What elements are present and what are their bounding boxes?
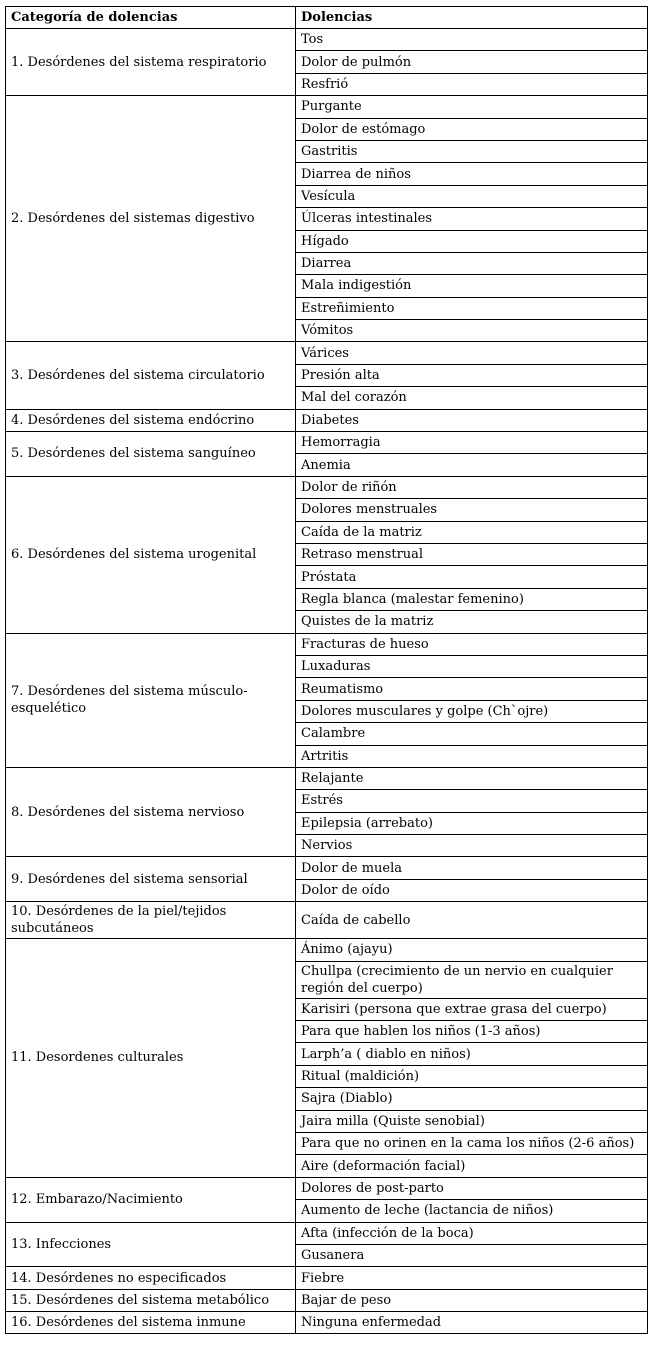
ailment-cell: Vesícula [296,185,648,207]
table-row [6,1267,648,1289]
ailment-cell: Diarrea de niños [296,163,648,185]
ailment-cell: Jaira milla (Quiste senobial) [296,1110,648,1132]
table-row [6,342,648,364]
ailment-cell: Nervios [296,835,648,857]
table-row [6,1177,648,1199]
ailment-cell: Fracturas de hueso [296,633,648,655]
ailment-cell: Caída de cabello [296,902,648,939]
category-cell: 13. Infecciones [6,1222,296,1267]
ailment-cell: Sajra (Diablo) [296,1088,648,1110]
ailment-cell: Dolores menstruales [296,499,648,521]
ailment-cell: Calambre [296,723,648,745]
ailment-cell: Mal del corazón [296,387,648,409]
ailment-cell: Karisiri (persona que extrae grasa del cuerpo) [296,998,648,1020]
table-row [6,1312,648,1334]
header-ailments: Dolencias [296,7,648,29]
ailment-cell: Aire (deformación facial) [296,1155,648,1177]
table-row [6,409,648,431]
ailment-cell: Dolor de estómago [296,118,648,140]
ailment-cell: Estreñimiento [296,297,648,319]
category-cell: 16. Desórdenes del sistema inmune [6,1312,296,1334]
ailment-cell: Hígado [296,230,648,252]
ailment-cell: Ritual (maldición) [296,1065,648,1087]
table-row [6,857,648,879]
table-row [6,432,648,454]
ailment-cell: Retraso menstrual [296,543,648,565]
table-row [6,939,648,961]
category-cell: 1. Desórdenes del sistema respiratorio [6,29,296,96]
header-category: Categoría de dolencias [6,7,296,29]
ailment-cell: Epilepsia (arrebato) [296,812,648,834]
table-body [6,29,648,1334]
category-cell: 14. Desórdenes no especificados [6,1267,296,1289]
ailment-cell: Regla blanca (malestar femenino) [296,588,648,610]
ailment-cell: Para que no orinen en la cama los niños (2-6 años) [296,1132,648,1154]
ailment-cell: Diarrea [296,252,648,274]
ailment-cell: Aumento de leche (lactancia de niños) [296,1200,648,1222]
ailments-table [5,6,648,1334]
ailment-cell: Caída de la matriz [296,521,648,543]
table-header [6,7,648,29]
ailment-cell: Afta (infección de la boca) [296,1222,648,1244]
ailment-cell: Bajar de peso [296,1289,648,1311]
ailment-cell: Estrés [296,790,648,812]
table-row [6,476,648,498]
ailment-cell: Dolores de post-parto [296,1177,648,1199]
category-cell: 9. Desórdenes del sistema sensorial [6,857,296,902]
table-row [6,633,648,655]
ailment-cell: Dolor de muela [296,857,648,879]
category-cell: 3. Desórdenes del sistema circulatorio [6,342,296,409]
ailment-cell: Reumatismo [296,678,648,700]
category-cell: 15. Desórdenes del sistema metabólico [6,1289,296,1311]
ailment-cell: Fiebre [296,1267,648,1289]
ailment-cell: Gastritis [296,140,648,162]
category-cell: 11. Desordenes culturales [6,939,296,1178]
ailment-cell: Dolores musculares y golpe (Ch`ojre) [296,700,648,722]
ailment-cell: Hemorragia [296,432,648,454]
category-cell: 8. Desórdenes del sistema nervioso [6,767,296,857]
ailment-cell: Gusanera [296,1244,648,1266]
ailment-cell: Resfrió [296,73,648,95]
ailment-cell: Dolor de oído [296,879,648,901]
ailment-cell: Quistes de la matriz [296,611,648,633]
ailment-cell: Artritis [296,745,648,767]
table-row [6,767,648,789]
ailment-cell: Relajante [296,767,648,789]
category-cell: 2. Desórdenes del sistemas digestivo [6,96,296,342]
table-row [6,1289,648,1311]
category-cell: 10. Desórdenes de la piel/tejidos subcutáneos [6,902,296,939]
ailment-cell: Tos [296,29,648,51]
category-cell: 12. Embarazo/Nacimiento [6,1177,296,1222]
header-row [6,7,648,29]
ailment-cell: Dolor de riñón [296,476,648,498]
ailment-cell: Várices [296,342,648,364]
ailment-cell: Anemia [296,454,648,476]
category-cell: 6. Desórdenes del sistema urogenital [6,476,296,633]
ailment-cell: Vómitos [296,320,648,342]
table-row [6,29,648,51]
ailment-cell: Próstata [296,566,648,588]
ailment-cell: Para que hablen los niños (1-3 años) [296,1021,648,1043]
ailment-cell: Luxaduras [296,655,648,677]
table-row [6,1222,648,1244]
ailment-cell: Diabetes [296,409,648,431]
category-cell: 5. Desórdenes del sistema sanguíneo [6,432,296,477]
ailment-cell: Ninguna enfermedad [296,1312,648,1334]
ailment-cell: Dolor de pulmón [296,51,648,73]
ailment-cell: Larph’a ( diablo en niños) [296,1043,648,1065]
table-row [6,902,648,939]
category-cell: 4. Desórdenes del sistema endócrino [6,409,296,431]
category-cell: 7. Desórdenes del sistema músculo-esquelético [6,633,296,767]
table-row [6,96,648,118]
ailment-cell: Mala indigestión [296,275,648,297]
ailment-cell: Presión alta [296,364,648,386]
ailment-cell: Chullpa (crecimiento de un nervio en cualquier región del cuerpo) [296,961,648,998]
ailment-cell: Úlceras intestinales [296,208,648,230]
ailment-cell: Ánimo (ajayu) [296,939,648,961]
ailment-cell: Purgante [296,96,648,118]
